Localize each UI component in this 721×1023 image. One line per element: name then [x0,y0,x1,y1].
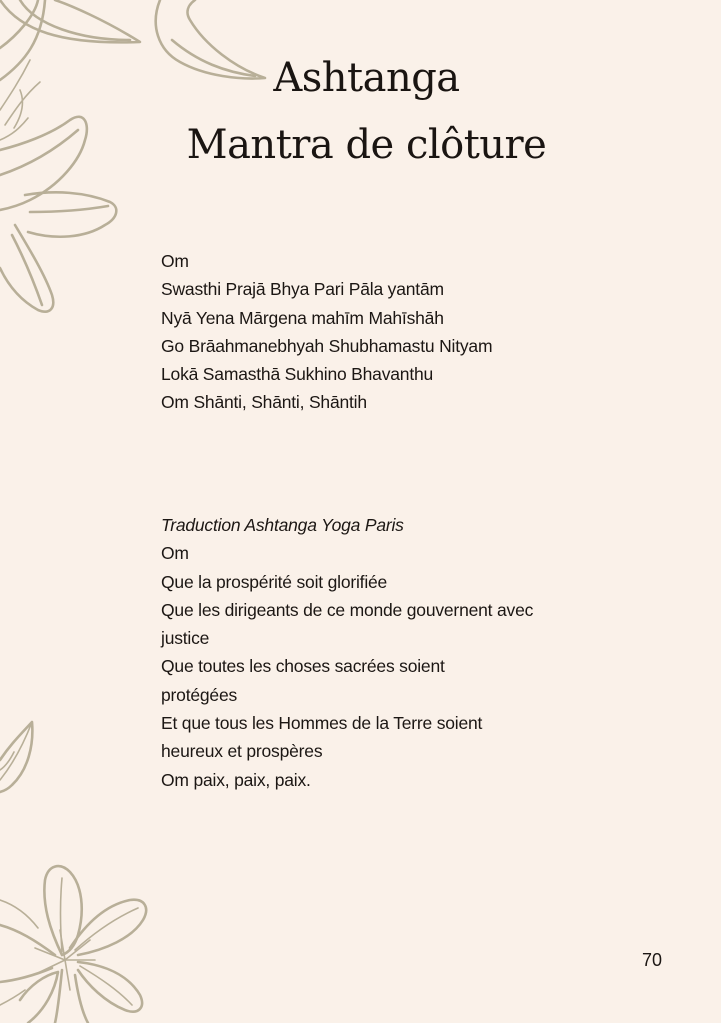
translation-line: Que les dirigeants de ce monde gouvernent avec justice [161,599,534,649]
mantra-line: Go Brāahmanebhyah Shubhamastu Nityam [161,335,493,356]
page-title-line-1: Ashtanga [273,55,460,101]
translation-line: Om [161,543,189,564]
page-number: 70 [641,950,663,970]
translation-line: Et que tous les Hommes de la Terre soient heureux et prospères [161,713,483,762]
page-title-line-2: Mantra de clôture [186,122,547,168]
translation-line: Om paix, paix, paix. [161,769,311,790]
mantra-line: Nyā Yena Mārgena mahīm Mahīshāh [161,307,444,328]
mantra-line: Om [161,251,189,271]
mantra-line: Swasthi Prajā Bhya Pari Pāla yantām [161,279,444,300]
translation-heading: Traduction Ashtanga Yoga Paris [161,515,404,535]
translation-line: Que toutes les choses sacrées soient protégées [161,656,445,705]
mantra-text [161,247,561,417]
translation-text [161,511,561,794]
mantra-line: Om Shānti, Shānti, Shāntih [161,392,367,413]
mantra-line: Lokā Samasthā Sukhino Bhavanthu [161,364,434,385]
bottom-left-flower-icon [0,866,146,1023]
translation-line: Que la prospérité soit glorifiée [161,571,388,592]
left-leaf-icon [0,722,32,792]
